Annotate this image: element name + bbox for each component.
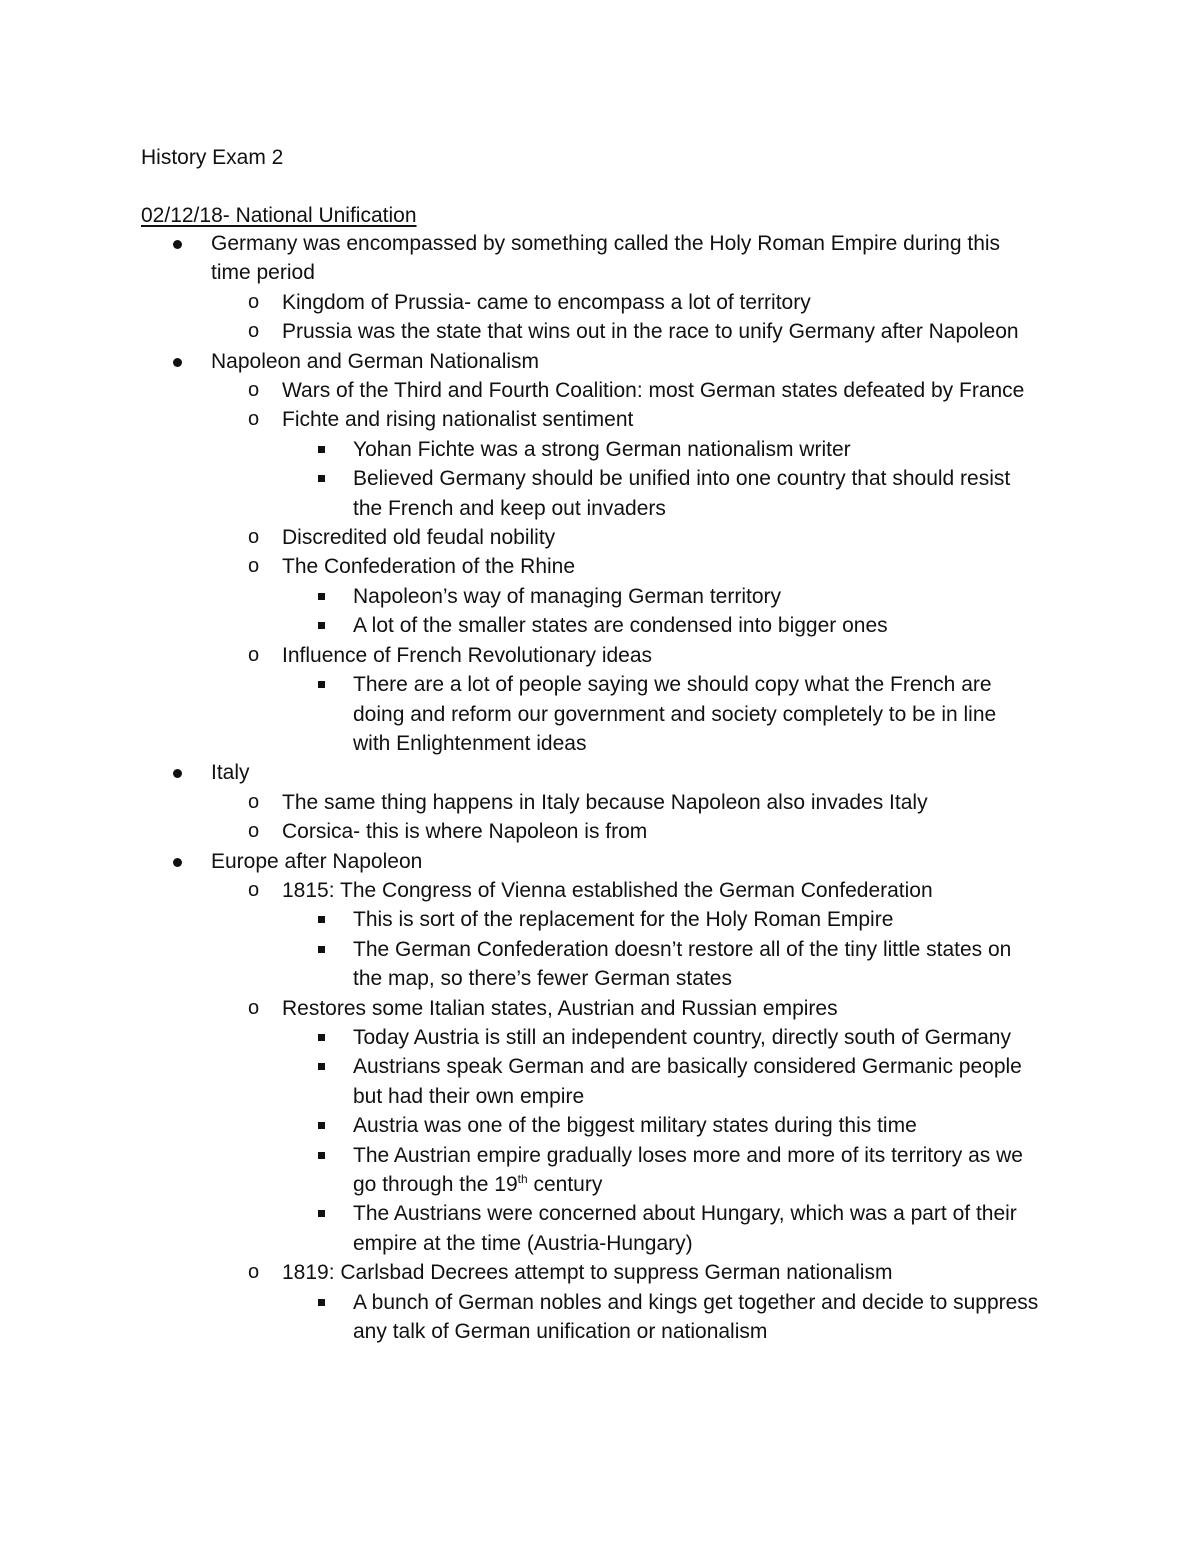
outline-item-level-1 (0, 347, 1200, 376)
outline-item-level-2 (0, 317, 1200, 346)
outline-text: Europe after Napoleon (211, 849, 423, 873)
outline-text: Italy (211, 761, 250, 785)
square-bullet-icon (318, 1122, 325, 1129)
circle-bullet-icon: o (248, 790, 260, 813)
outline-item-level-2 (0, 1258, 1200, 1287)
outline-text: Wars of the Third and Fourth Coalition: most German states defeated by France (282, 379, 1025, 403)
outline-item-level-3 (0, 1199, 1200, 1228)
outline-item-level-1 (0, 758, 1200, 787)
circle-bullet-icon: o (248, 526, 260, 549)
outline-item-level-3 (0, 1052, 1200, 1081)
outline-text: Kingdom of Prussia- came to encompass a lot of territory (282, 290, 811, 314)
outline-item-level-3-continuation (0, 1170, 1200, 1199)
outline-text: doing and reform our government and society completely to be in line (353, 702, 997, 726)
outline-item-level-3-continuation (0, 1229, 1200, 1258)
outline-text: time period (211, 261, 315, 285)
outline-item-level-3-continuation (0, 494, 1200, 523)
outline-item-level-2 (0, 288, 1200, 317)
outline-item-level-3-continuation (0, 964, 1200, 993)
square-bullet-icon (318, 1063, 325, 1070)
outline-item-level-3 (0, 611, 1200, 640)
circle-bullet-icon: o (248, 643, 260, 666)
outline-text: empire at the time (Austria-Hungary) (353, 1231, 693, 1255)
outline-text: Yohan Fichte was a strong German nationalism writer (353, 437, 851, 461)
bullet-icon (173, 358, 182, 367)
outline-text: the map, so there’s fewer German states (353, 967, 732, 991)
outline-text-segment: century (527, 1173, 603, 1196)
document-title: History Exam 2 (141, 146, 284, 169)
square-bullet-icon (318, 681, 325, 688)
outline-item-level-1-continuation (0, 258, 1200, 287)
outline-text: A lot of the smaller states are condensed into bigger ones (353, 614, 888, 638)
circle-bullet-icon: o (248, 379, 260, 402)
outline-text: A bunch of German nobles and kings get together and decide to suppress (353, 1290, 1039, 1314)
outline-text: There are a lot of people saying we should copy what the French are (353, 673, 992, 697)
outline-text (0, 1170, 1200, 1199)
circle-bullet-icon: o (248, 996, 260, 1019)
square-bullet-icon (318, 946, 325, 953)
square-bullet-icon (318, 916, 325, 923)
outline-text: Prussia was the state that wins out in the race to unify Germany after Napoleon (282, 320, 1019, 344)
square-bullet-icon (318, 446, 325, 453)
outline-item-level-1 (0, 229, 1200, 258)
square-bullet-icon (318, 622, 325, 629)
outline-item-level-3 (0, 935, 1200, 964)
outline-text: 1819: Carlsbad Decrees attempt to suppress German nationalism (282, 1261, 893, 1285)
outline-item-level-3 (0, 1141, 1200, 1170)
outline-item-level-2 (0, 376, 1200, 405)
outline-text: The Confederation of the Rhine (282, 555, 576, 579)
outline-item-level-3-continuation (0, 1082, 1200, 1111)
outline-item-level-2 (0, 876, 1200, 905)
circle-bullet-icon: o (248, 878, 260, 901)
outline-text: The same thing happens in Italy because Napoleon also invades Italy (282, 790, 928, 814)
outline-text: The Austrians were concerned about Hungary, which was a part of their (353, 1202, 1017, 1226)
outline-item-level-3 (0, 905, 1200, 934)
square-bullet-icon (318, 475, 325, 482)
outline-item-level-2 (0, 641, 1200, 670)
circle-bullet-icon: o (248, 290, 260, 313)
outline-text: Restores some Italian states, Austrian and Russian empires (282, 996, 838, 1020)
outline-text: any talk of German unification or nationalism (353, 1320, 768, 1344)
outline-item-level-2 (0, 523, 1200, 552)
bullet-icon (173, 240, 182, 249)
square-bullet-icon (318, 1210, 325, 1217)
outline-text: Germany was encompassed by something called the Holy Roman Empire during this (211, 232, 1001, 255)
outline-text: but had their own empire (353, 1084, 585, 1108)
outline-text: Discredited old feudal nobility (282, 526, 556, 550)
outline-text: 1815: The Congress of Vienna established the German Confederation (282, 878, 933, 902)
circle-bullet-icon: o (248, 555, 260, 578)
outline-item-level-3-continuation (0, 700, 1200, 729)
circle-bullet-icon: o (248, 320, 260, 343)
circle-bullet-icon: o (248, 408, 260, 431)
outline-item-level-3 (0, 670, 1200, 699)
outline-item-level-3 (0, 1023, 1200, 1052)
outline-text: Today Austria is still an independent country, directly south of Germany (353, 1025, 1011, 1049)
outline-item-level-2 (0, 994, 1200, 1023)
outline-text: Austria was one of the biggest military states during this time (353, 1114, 917, 1138)
outline-text: Believed Germany should be unified into one country that should resist (353, 467, 1011, 491)
outline-text: The German Confederation doesn’t restore all of the tiny little states on (353, 937, 1012, 961)
outline-text: Influence of French Revolutionary ideas (282, 643, 653, 667)
outline-text: the French and keep out invaders (353, 496, 666, 520)
outline-item-level-3 (0, 1288, 1200, 1317)
bullet-icon (173, 858, 182, 867)
outline-item-level-2 (0, 817, 1200, 846)
outline-item-level-2 (0, 405, 1200, 434)
section-heading: 02/12/18- National Unification (141, 204, 417, 227)
outline-item-level-1 (0, 847, 1200, 876)
outline-item-level-3-continuation (0, 1317, 1200, 1346)
circle-bullet-icon: o (248, 820, 260, 843)
outline-item-level-3-continuation (0, 729, 1200, 758)
outline-item-level-3 (0, 582, 1200, 611)
outline-item-level-3 (0, 1111, 1200, 1140)
outline-text: The Austrian empire gradually loses more and more of its territory as we (353, 1143, 1023, 1167)
superscript: th (517, 1172, 528, 1186)
square-bullet-icon (318, 1034, 325, 1041)
square-bullet-icon (318, 1299, 325, 1306)
circle-bullet-icon: o (248, 1261, 260, 1284)
outline-text: with Enlightenment ideas (353, 731, 587, 755)
outline-text: Napoleon’s way of managing German territory (353, 584, 781, 608)
outline-text: Corsica- this is where Napoleon is from (282, 820, 648, 844)
outline-item-level-3 (0, 464, 1200, 493)
outline-item-level-2 (0, 552, 1200, 581)
outline-item-level-3 (0, 435, 1200, 464)
notes-outline (0, 229, 1200, 1346)
square-bullet-icon (318, 593, 325, 600)
outline-text: Fichte and rising nationalist sentiment (282, 408, 634, 432)
outline-item-level-2 (0, 788, 1200, 817)
outline-text-segment: go through the 19 (353, 1173, 518, 1196)
outline-text: This is sort of the replacement for the Holy Roman Empire (353, 908, 894, 932)
outline-text: Austrians speak German and are basically considered Germanic people (353, 1055, 1022, 1079)
square-bullet-icon (318, 1152, 325, 1159)
outline-text: Napoleon and German Nationalism (211, 349, 540, 373)
